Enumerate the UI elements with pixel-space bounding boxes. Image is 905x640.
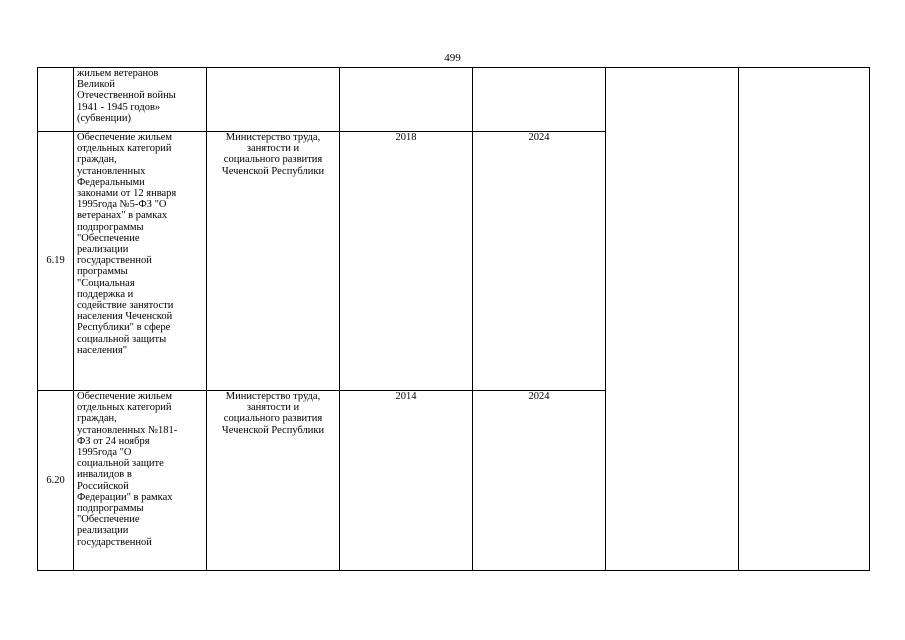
executor: Министерство труда, занятости и социального развития Чеченской Республики xyxy=(207,132,340,391)
start-year: 2018 xyxy=(340,132,473,391)
measure-description: Обеспечение жильем отдельных категорий граждан, установленных №181- ФЗ от 24 ноября 1995года "О социальной защите инвалидов в Российской Федерации" в рамках подпрограммы "Обеспечение реализации государственной xyxy=(74,391,207,571)
empty-cell xyxy=(739,68,870,571)
executor xyxy=(207,68,340,132)
table-row xyxy=(38,68,870,132)
end-year xyxy=(473,68,606,132)
start-year xyxy=(340,68,473,132)
program-table xyxy=(37,67,870,571)
row-number xyxy=(38,68,74,132)
measure-description: Обеспечение жильем отдельных категорий граждан, установленных Федеральными законами от 12 января 1995года №5-ФЗ "О ветеранах" в рамках подпрограммы "Обеспечение реализации государственной программы "Социальная поддержка и содействие занятости населения Чеченской Республики" в сфере социальной защиты населения" xyxy=(74,132,207,391)
measure-description: жильем ветеранов Великой Отечественной войны 1941 - 1945 годов» (субвенции) xyxy=(74,68,207,132)
executor: Министерство труда, занятости и социального развития Чеченской Республики xyxy=(207,391,340,571)
row-number: 6.20 xyxy=(38,391,74,571)
empty-cell xyxy=(606,68,739,571)
end-year: 2024 xyxy=(473,391,606,571)
row-number: 6.19 xyxy=(38,132,74,391)
page-number: 499 xyxy=(444,52,461,64)
end-year: 2024 xyxy=(473,132,606,391)
start-year: 2014 xyxy=(340,391,473,571)
